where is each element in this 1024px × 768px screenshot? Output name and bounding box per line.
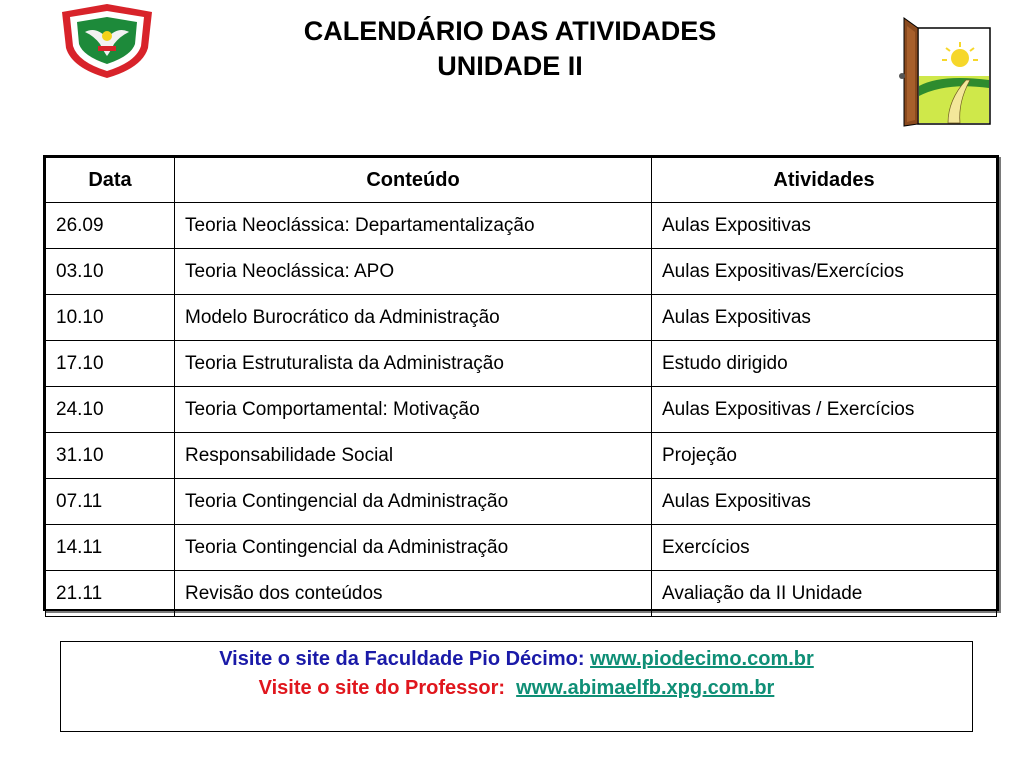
table-row — [46, 433, 997, 479]
college-site-link[interactable]: www.piodecimo.com.br — [590, 648, 814, 670]
professor-site-label: Visite o site do Professor: — [258, 677, 506, 699]
table-row — [46, 525, 997, 571]
cell-data: 07.11 — [46, 479, 175, 525]
schedule-table-container — [43, 155, 999, 611]
table-row — [46, 203, 997, 249]
cell-atividades: Aulas Expositivas / Exercícios — [652, 387, 997, 433]
cell-conteudo: Modelo Burocrático da Administração — [175, 295, 652, 341]
column-header-data: Data — [46, 158, 175, 203]
cell-conteudo: Teoria Comportamental: Motivação — [175, 387, 652, 433]
professor-site-link[interactable]: www.abimaelfb.xpg.com.br — [516, 677, 775, 699]
cell-conteudo: Teoria Estruturalista da Administração — [175, 341, 652, 387]
college-site-line — [61, 645, 972, 674]
links-box — [60, 641, 973, 732]
cell-atividades: Exercícios — [652, 525, 997, 571]
column-header-conteudo: Conteúdo — [175, 158, 652, 203]
cell-conteudo: Responsabilidade Social — [175, 433, 652, 479]
column-header-atividades: Atividades — [652, 158, 997, 203]
page-title — [200, 14, 820, 84]
cell-atividades: Aulas Expositivas — [652, 295, 997, 341]
professor-site-line — [61, 674, 972, 703]
cell-data: 21.11 — [46, 571, 175, 617]
cell-data: 14.11 — [46, 525, 175, 571]
cell-conteudo: Teoria Contingencial da Administração — [175, 525, 652, 571]
title-line-2: UNIDADE II — [437, 51, 583, 81]
open-door-sunny-path-icon — [896, 16, 994, 128]
table-row — [46, 387, 997, 433]
cell-atividades: Projeção — [652, 433, 997, 479]
table-row — [46, 571, 997, 617]
schedule-table — [45, 157, 997, 617]
cell-data: 31.10 — [46, 433, 175, 479]
cell-data: 10.10 — [46, 295, 175, 341]
college-site-label: Visite o site da Faculdade Pio Décimo: — [219, 648, 585, 670]
cell-data: 24.10 — [46, 387, 175, 433]
title-line-1: CALENDÁRIO DAS ATIVIDADES — [303, 16, 717, 46]
cell-conteudo: Teoria Neoclássica: APO — [175, 249, 652, 295]
cell-atividades: Aulas Expositivas/Exercícios — [652, 249, 997, 295]
cell-atividades: Estudo dirigido — [652, 341, 997, 387]
table-row — [46, 341, 997, 387]
cell-conteudo: Teoria Neoclássica: Departamentalização — [175, 203, 652, 249]
cell-conteudo: Revisão dos conteúdos — [175, 571, 652, 617]
cell-data: 03.10 — [46, 249, 175, 295]
table-header-row — [46, 158, 997, 203]
cell-atividades: Avaliação da II Unidade — [652, 571, 997, 617]
cell-atividades: Aulas Expositivas — [652, 203, 997, 249]
cell-atividades: Aulas Expositivas — [652, 479, 997, 525]
cell-conteudo: Teoria Contingencial da Administração — [175, 479, 652, 525]
cell-data: 17.10 — [46, 341, 175, 387]
table-row — [46, 479, 997, 525]
table-row — [46, 295, 997, 341]
table-row — [46, 249, 997, 295]
school-crest-logo-icon — [58, 2, 156, 80]
cell-data: 26.09 — [46, 203, 175, 249]
